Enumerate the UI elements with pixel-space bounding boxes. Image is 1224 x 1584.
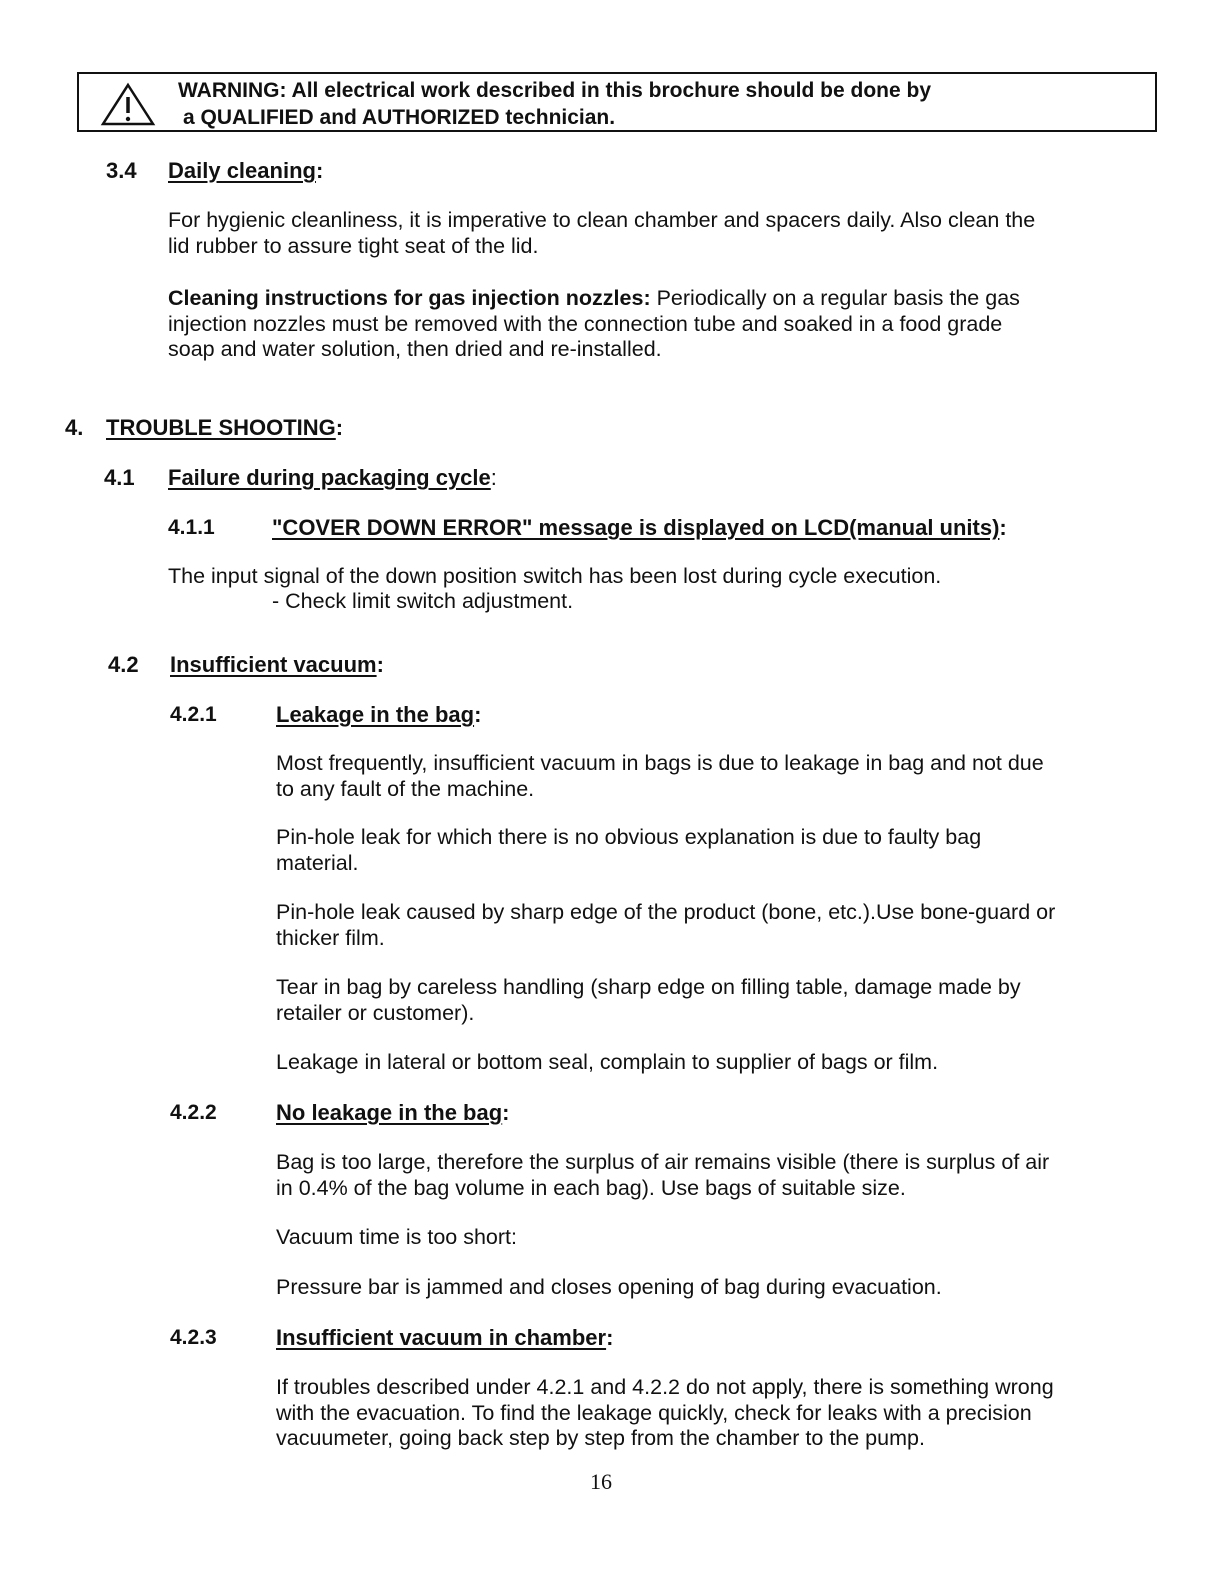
section-4-1-heading: Failure during packaging cycle: — [168, 465, 497, 490]
section-4-2-heading: Insufficient vacuum: — [170, 652, 384, 677]
section-4-1-number: 4.1 — [104, 465, 135, 490]
section-4-1-1-number: 4.1.1 — [168, 516, 215, 539]
page-number: 16 — [590, 1469, 612, 1494]
chamber-vacuum-paragraph: If troubles described under 4.2.1 and 4.2.2 do not apply, there is something wrong with the evacuation. To find the leakage quickly, check for leaks with a precision vacuumeter, going back step by step from the chamber to the pump. — [276, 1375, 1054, 1450]
section-4-2-number: 4.2 — [108, 652, 139, 677]
leakage-paragraph-4: Tear in bag by careless handling (sharp edge on filling table, damage made by retailer or customer). — [276, 975, 1021, 1025]
leakage-paragraph-1: Most frequently, insufficient vacuum in bags is due to leakage in bag and not due to any fault of the machine. — [276, 751, 1044, 801]
section-4-2-2-heading: No leakage in the bag: — [276, 1100, 510, 1125]
section-4-2-3-number: 4.2.3 — [170, 1326, 217, 1349]
leakage-paragraph-2: Pin-hole leak for which there is no obvious explanation is due to faulty bag material. — [276, 825, 982, 875]
section-3-4-number: 3.4 — [106, 158, 137, 183]
nozzle-cleaning-label: Cleaning instructions for gas injection nozzles: — [168, 286, 651, 310]
warning-triangle-icon — [100, 82, 156, 128]
warning-line-1: WARNING: All electrical work described in this brochure should be done by — [178, 79, 932, 102]
section-4-2-2-number: 4.2.2 — [170, 1101, 217, 1124]
leakage-paragraph-3: Pin-hole leak caused by sharp edge of the product (bone, etc.).Use bone-guard or thicker film. — [276, 900, 1056, 950]
section-3-4-heading: Daily cleaning: — [168, 158, 324, 183]
section-4-2-3-heading: Insufficient vacuum in chamber: — [276, 1325, 614, 1350]
nozzle-cleaning-paragraph: Cleaning instructions for gas injection nozzles: Periodically on a regular basis the gas injection nozzles must be removed with the connection tube and soaked in a food grade soap and water solution, then dried and re-installed. — [168, 286, 1020, 361]
cover-down-error-text: The input signal of the down position switch has been lost during cycle execution. — [168, 564, 942, 588]
no-leakage-paragraph-1: Bag is too large, therefore the surplus of air remains visible (there is surplus of air in 0.4% of the bag volume in each bag). Use bags of suitable size. — [276, 1150, 1050, 1200]
warning-line-2: a QUALIFIED and AUTHORIZED technician. — [183, 106, 616, 129]
section-4-2-1-heading: Leakage in the bag: — [276, 702, 482, 727]
section-4-1-1-heading: "COVER DOWN ERROR" message is displayed on LCD(manual units): — [272, 515, 1007, 540]
section-4-2-1-number: 4.2.1 — [170, 703, 217, 726]
section-4-number: 4. — [65, 415, 84, 440]
warning-text — [178, 77, 931, 131]
section-4-heading: TROUBLE SHOOTING: — [106, 415, 344, 440]
no-leakage-paragraph-2: Vacuum time is too short: — [276, 1225, 517, 1249]
no-leakage-paragraph-3: Pressure bar is jammed and closes opening of bag during evacuation. — [276, 1275, 942, 1299]
daily-cleaning-paragraph: For hygienic cleanliness, it is imperative to clean chamber and spacers daily. Also clean the lid rubber to assure tight seat of the lid. — [168, 208, 1036, 258]
leakage-paragraph-5: Leakage in lateral or bottom seal, complain to supplier of bags or film. — [276, 1050, 939, 1074]
cover-down-error-action: - Check limit switch adjustment. — [272, 589, 574, 613]
